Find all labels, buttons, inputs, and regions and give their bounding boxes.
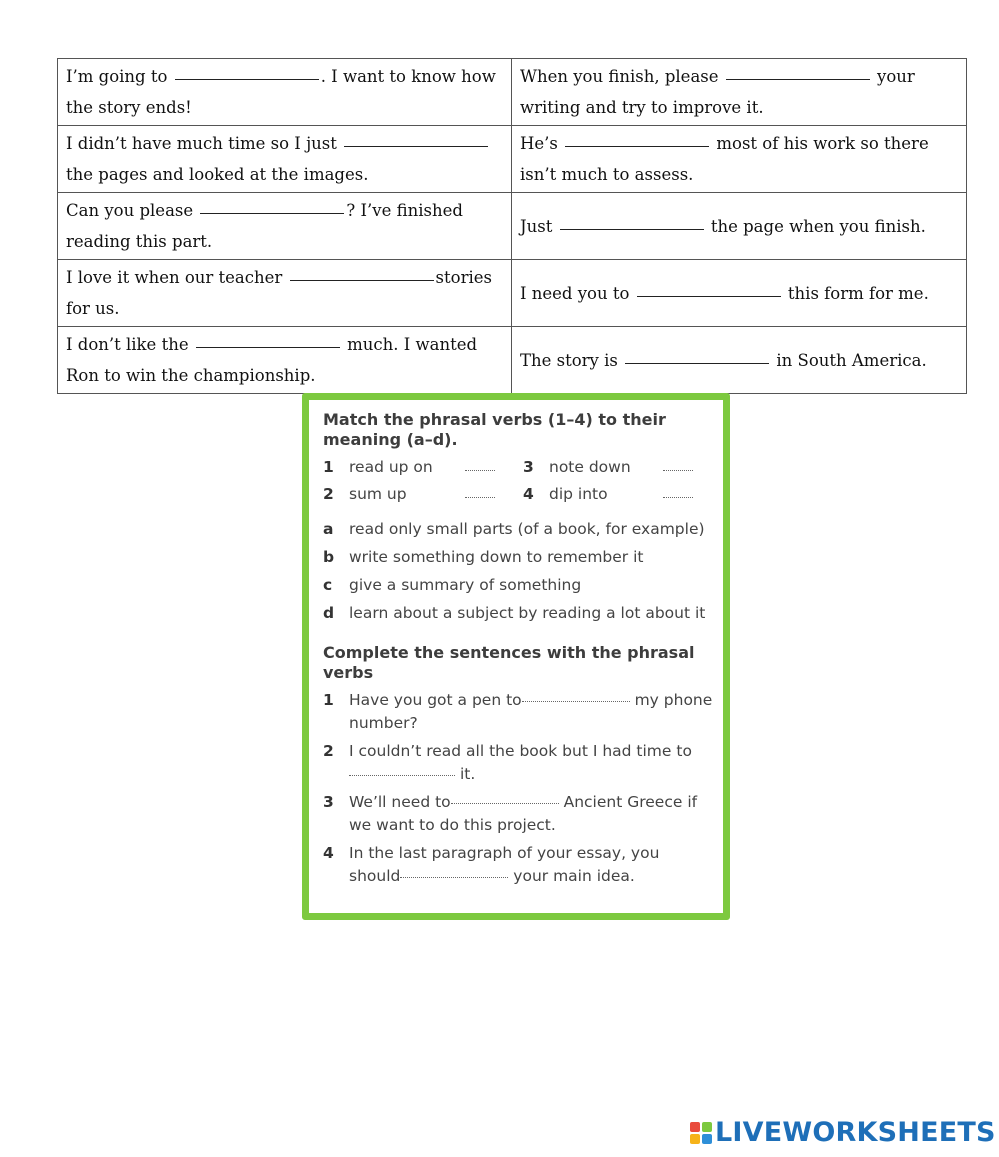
- complete-heading: Complete the sentences with the phrasal verbs: [323, 643, 695, 682]
- meaning-text: give a summary of something: [349, 576, 582, 594]
- table-cell: [58, 59, 512, 126]
- sentence-number: 2: [323, 742, 334, 760]
- logo-text: LIVEWORKSHEETS: [715, 1117, 996, 1148]
- verb-number: 3: [523, 458, 534, 476]
- sentence-text: Can you please: [66, 201, 194, 220]
- sentence-text: I couldn’t read all the book but I had time to it.: [349, 742, 692, 783]
- answer-blank[interactable]: [451, 802, 559, 804]
- table-row: [58, 59, 967, 126]
- sentence-number: 1: [323, 691, 334, 709]
- table-cell: [58, 260, 512, 327]
- answer-blank[interactable]: [175, 78, 319, 80]
- sentence-text: I need you to: [520, 283, 630, 303]
- sentence-text: I love it when our teacher: [66, 268, 283, 287]
- answer-blank[interactable]: [196, 346, 340, 348]
- answer-blank[interactable]: [565, 145, 709, 147]
- match-answer-blank[interactable]: [663, 456, 693, 471]
- list-item: [323, 791, 713, 837]
- verb-text: sum up: [349, 485, 407, 503]
- table-cell: [58, 126, 512, 193]
- table-row: [58, 126, 967, 193]
- answer-blank[interactable]: [290, 279, 434, 281]
- sentence-text: When you finish, please: [520, 67, 719, 86]
- table-cell: [512, 59, 967, 126]
- sentence-text: . I want to know how the story ends!: [66, 67, 496, 117]
- meaning-letter: a: [323, 520, 334, 538]
- sentence-text: your writing and try to improve it.: [520, 67, 915, 117]
- sentence-text: He’s: [520, 134, 558, 153]
- list-item: [323, 689, 713, 735]
- logo-grid-icon: [690, 1122, 712, 1144]
- exercise-box: [302, 393, 730, 920]
- sentence-text: In the last paragraph of your essay, you should your main idea.: [349, 844, 660, 885]
- list-item: [323, 543, 713, 571]
- logo-square: [702, 1134, 712, 1144]
- table-cell: [58, 193, 512, 260]
- sentence-text: The story is: [520, 350, 618, 370]
- list-item: [323, 515, 713, 543]
- table-row: [58, 327, 967, 394]
- sentence-text: in South America.: [776, 350, 927, 370]
- match-heading: Match the phrasal verbs (1–4) to their meaning (a–d).: [323, 410, 666, 449]
- answer-blank[interactable]: [400, 876, 508, 878]
- sentence-text: ? I’ve finished reading this part.: [66, 201, 463, 251]
- table-cell: [512, 327, 967, 394]
- sentence-text: I’m going to: [66, 67, 168, 86]
- meaning-text: write something down to remember it: [349, 548, 644, 566]
- meaning-text: learn about a subject by reading a lot about it: [349, 604, 706, 622]
- phrasal-verb-list: [323, 456, 713, 505]
- verb-number: 4: [523, 485, 534, 503]
- fill-in-table: [57, 58, 967, 394]
- sentence-text: I didn’t have much time so I just: [66, 134, 337, 153]
- meaning-text: read only small parts (of a book, for example): [349, 520, 705, 538]
- meaning-letter: d: [323, 604, 335, 622]
- meaning-letter: c: [323, 576, 333, 594]
- sentence-number: 3: [323, 793, 334, 811]
- list-item: [323, 599, 713, 627]
- sentence-number: 4: [323, 844, 334, 862]
- match-answer-blank[interactable]: [465, 483, 495, 498]
- verb-text: read up on: [349, 458, 433, 476]
- verb-number: 2: [323, 485, 334, 503]
- sentence-text: stories for us.: [66, 268, 492, 318]
- answer-blank[interactable]: [349, 774, 455, 776]
- logo-square: [690, 1134, 700, 1144]
- sentence-text: Have you got a pen to my phone number?: [349, 691, 713, 732]
- list-item: [323, 842, 713, 888]
- answer-blank[interactable]: [344, 145, 488, 147]
- table-cell: [512, 193, 967, 260]
- answer-blank[interactable]: [625, 362, 769, 364]
- logo-square: [690, 1122, 700, 1132]
- answer-blank[interactable]: [522, 700, 630, 702]
- list-item: [323, 571, 713, 599]
- sentence-text: this form for me.: [787, 283, 929, 303]
- list-item: [323, 740, 713, 786]
- match-answer-blank[interactable]: [663, 483, 693, 498]
- table-cell: [58, 327, 512, 394]
- verb-number: 1: [323, 458, 334, 476]
- answer-blank[interactable]: [200, 212, 344, 214]
- match-answer-blank[interactable]: [465, 456, 495, 471]
- logo-square: [702, 1122, 712, 1132]
- table-cell: [512, 260, 967, 327]
- sentence-text: We’ll need to Ancient Greece if we want to do this project.: [349, 793, 698, 834]
- sentence-text: the pages and looked at the images.: [66, 165, 369, 184]
- sentence-text: the page when you finish.: [710, 216, 926, 236]
- sentence-text: much. I wanted Ron to win the championship.: [66, 335, 478, 385]
- verb-text: note down: [549, 458, 631, 476]
- table-row: [58, 193, 967, 260]
- sentence-text: I don’t like the: [66, 335, 189, 354]
- answer-blank[interactable]: [560, 228, 704, 230]
- liveworksheets-logo[interactable]: [690, 1117, 996, 1148]
- verb-text: dip into: [549, 485, 608, 503]
- meaning-list: [323, 515, 713, 627]
- answer-blank[interactable]: [637, 295, 781, 297]
- sentence-text: most of his work so there isn’t much to assess.: [520, 134, 929, 184]
- meaning-letter: b: [323, 548, 335, 566]
- table-row: [58, 260, 967, 327]
- table-cell: [512, 126, 967, 193]
- sentence-list: [323, 689, 713, 888]
- sentence-text: Just: [520, 216, 553, 236]
- answer-blank[interactable]: [726, 78, 870, 80]
